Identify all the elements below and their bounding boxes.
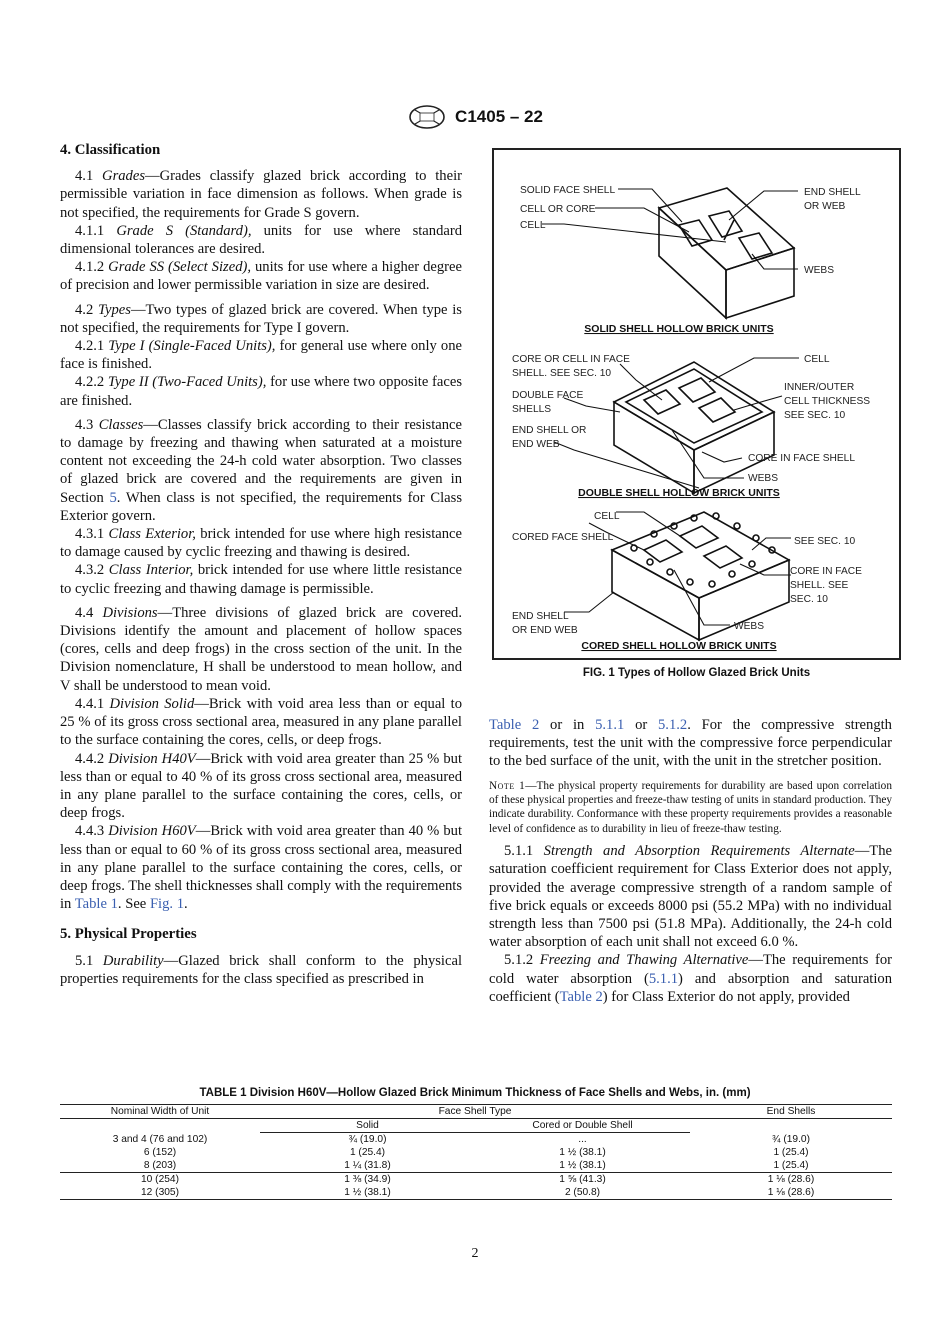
para-4-2-2: 4.2.2 Type II (Two-Faced Units), for use where two opposite faces are finished. (60, 374, 462, 409)
table-row: 10 (254) 1 ⅜ (34.9) 1 ⅝ (41.3) 1 ⅛ (28.6) (60, 1173, 892, 1187)
label-cell-or-core: CELL OR CORE (520, 204, 596, 215)
header-face-shell-type: Face Shell Type (260, 1105, 690, 1119)
para-4-4-3: 4.4.3 Division H60V—Brick with void area greater than 40 % but less than or equal to 60 % of its gross cross sectional area, measured in any plane parallel to the surface containing the cores, cells, or deep frogs. The shell thicknesses shall comply with the requirements in Table 1. See Fig. 1. (60, 823, 462, 913)
para-4-4: 4.4 Divisions—Three divisions of glazed brick are covered. Divisions identify the amount and placement of hollow spaces (cores, cells and deep frogs) in the cross section of the unit. In the Division nomenclature, H shall be understood to mean hollow, and V shall be understood to mean void. (60, 604, 462, 694)
table-subheader-row (60, 1119, 892, 1133)
para-5-1-2: 5.1.2 Freezing and Thawing Alternative—The requirements for cold water absorption (5.1.1) and absorption and saturation coefficient (Table 2) for Class Exterior do not apply, provided (489, 952, 892, 1005)
right-column (489, 716, 892, 1006)
figure-1-box (492, 148, 901, 660)
brick-1-top (659, 188, 794, 270)
header-cored-double: Cored or Double Shell (475, 1119, 690, 1133)
label-core-or-cell-2: SHELL. SEE SEC. 10 (512, 368, 612, 379)
document-code: C1405 – 22 (455, 107, 543, 126)
label-or-end-web: OR END WEB (512, 625, 578, 636)
para-4-4-2: 4.4.2 Division H40V—Brick with void area greater than 25 % but less than or equal to 40 % of its gross cross sectional area, measured in any plane parallel to the surface containing the cores, cells, or deep frogs. (60, 750, 462, 822)
label-cell-thickness: CELL THICKNESS (784, 396, 871, 407)
table-1-link[interactable]: Table 1 (74, 896, 118, 913)
label-cored-face-shell: CORED FACE SHELL (512, 532, 614, 543)
fig-1-link[interactable]: Fig. 1 (149, 896, 184, 913)
note-1: Note 1—The physical property requirements for durability are based upon correlation of these physical properties and freeze-thaw testing of units in standard production. They indicate durability. Conformance with these property requirements provides a reasonable level of confidence as to durability in lieu of freeze-thaw testing. (489, 779, 892, 835)
label-shell-see: SHELL. SEE (790, 580, 849, 591)
label-see-sec-10-b: SEE SEC. 10 (794, 536, 856, 547)
section-5-1-1-link-2[interactable]: 5.1.1 (648, 970, 679, 987)
label-see-sec-10: SEE SEC. 10 (784, 410, 846, 421)
label-end-shell-or: END SHELL OR (512, 425, 587, 436)
label-webs-3: WEBS (734, 621, 765, 632)
label-sec-10: SEC. 10 (790, 594, 828, 605)
table-row: 3 and 4 (76 and 102) ¾ (19.0) ... ¾ (19.0) (112, 1133, 810, 1145)
label-core-in-face-shell: CORE IN FACE SHELL (748, 453, 855, 464)
section-5-link[interactable]: 5 (109, 489, 117, 506)
para-4-1-1: 4.1.1 Grade S (Standard), units for use where standard dimensional tolerances are desired. (60, 222, 463, 258)
header-nominal-width: Nominal Width of Unit (60, 1105, 260, 1119)
label-end-shell-3: END SHELL (512, 611, 569, 622)
label-double-face: DOUBLE FACE (512, 390, 584, 401)
para-5-1-continued: Table 2 or in 5.1.1 or 5.1.2. For the compressive strength requirements, test the unit with the compressive force perpendicular to the bed surface of the unit, with the unit in the stretcher position. (489, 717, 892, 770)
panel-1-title: SOLID SHELL HOLLOW BRICK UNITS (584, 323, 774, 335)
figure-1-drawing (494, 150, 899, 658)
table-row: 8 (203) 1 ¼ (31.8) 1 ½ (38.1) 1 (25.4) (143, 1160, 809, 1171)
figure-1-caption: FIG. 1 Types of Hollow Glazed Brick Units (582, 667, 811, 679)
label-webs: WEBS (804, 265, 835, 276)
para-4-2-1: 4.2.1 Type I (Single-Faced Units), for general use where only one face is finished. (60, 338, 462, 373)
para-4-4-1: 4.4.1 Division Solid—Brick with void area less than or equal to 25 % of its gross cross sectional area, measured in any plane parallel to the surface containing the cores, cells, or deep frogs. (60, 695, 463, 749)
label-solid-face-shell: SOLID FACE SHELL (520, 185, 616, 196)
header-solid: Solid (260, 1119, 475, 1133)
section-5-1-1-link[interactable]: 5.1.1 (595, 717, 625, 733)
panel-3-title: CORED SHELL HOLLOW BRICK UNITS (581, 640, 777, 652)
section-5-1-2-link[interactable]: 5.1.2 (658, 717, 688, 733)
astm-logo-icon (407, 104, 447, 130)
table-2-link[interactable]: Table 2 (489, 717, 540, 733)
label-webs-2: WEBS (748, 473, 779, 484)
table-1-title: TABLE 1 Division H60V—Hollow Glazed Brick Minimum Thickness of Face Shells and Webs, in. (mm) (199, 1087, 751, 1099)
table-header-row (60, 1105, 892, 1119)
page-number: 2 (471, 1246, 479, 1261)
para-4-2: 4.2 Types—Two types of glazed brick are covered. When type is not specified, the requirements for Type I govern. (60, 301, 462, 336)
label-or-web: OR WEB (804, 201, 846, 212)
table-1 (60, 1104, 892, 1200)
table-row: 6 (152) 1 (25.4) 1 ½ (38.1) 1 (25.4) (143, 1147, 809, 1158)
label-cell-3: CELL (594, 511, 620, 522)
label-inner-outer: INNER/OUTER (784, 382, 855, 393)
table-2-link-2[interactable]: Table 2 (559, 988, 603, 1005)
label-double-face-2: SHELLS (512, 404, 552, 415)
para-5-1: 5.1 Durability—Glazed brick shall conform to the physical properties requirements for the class specified as prescribed in (60, 952, 462, 987)
table-row: 12 (305) 1 ½ (38.1) 2 (50.8) 1 ⅛ (28.6) (60, 1186, 892, 1200)
label-end-web: END WEB (512, 439, 560, 450)
label-core-or-cell: CORE OR CELL IN FACE (512, 354, 630, 365)
label-core-in-face: CORE IN FACE (790, 566, 862, 577)
left-column (60, 141, 462, 988)
para-4-3-2: 4.3.2 Class Interior, brick intended for use where little resistance to cyclic freezing and thawing damage is permissible. (60, 562, 462, 597)
para-4-1-2: 4.1.2 Grade SS (Select Sized), units for use where a higher degree of precision and lower permissible variation in size are desired. (60, 259, 462, 294)
page-header (0, 104, 950, 130)
header-end-shells: End Shells (690, 1105, 892, 1119)
para-4-1: 4.1 Grades—Grades classify glazed brick according to their permissible variation in face dimension as follows. When grade is not specified, the requirements for Grade S govern. (60, 168, 462, 221)
panel-2-title: DOUBLE SHELL HOLLOW BRICK UNITS (578, 487, 780, 499)
label-cell-2: CELL (804, 354, 830, 365)
para-4-3-1: 4.3.1 Class Exterior, brick intended for use where high resistance to damage caused by cyclic freezing and thawing is desired. (60, 526, 462, 561)
label-cell: CELL (520, 220, 546, 231)
section-4-heading: 4. Classification (60, 142, 161, 158)
para-5-1-1: 5.1.1 Strength and Absorption Requirements Alternate—The saturation coefficient requirement for Class Exterior does not apply, provided the average compressive strength of a random sample of five brick equals or exceeds 8000 psi (55.2 MPa) with no individual strength less than 7500 psi (51.8 MPa). Additionally, the 24-h cold water absorption of each unit shall not exceed 6.0 %. (489, 843, 892, 951)
label-end-shell: END SHELL (804, 187, 861, 198)
para-4-3: 4.3 Classes—Classes classify brick according to their resistance to damage by freezing and thawing when saturated at a moisture content not exceeding the 24-h cold water absorption. Two classes of glazed brick are covered and the requirements are given in Section 5. When class is not specified, the requirements for Class Exterior govern. (60, 416, 462, 524)
section-5-heading: 5. Physical Properties (60, 926, 197, 943)
